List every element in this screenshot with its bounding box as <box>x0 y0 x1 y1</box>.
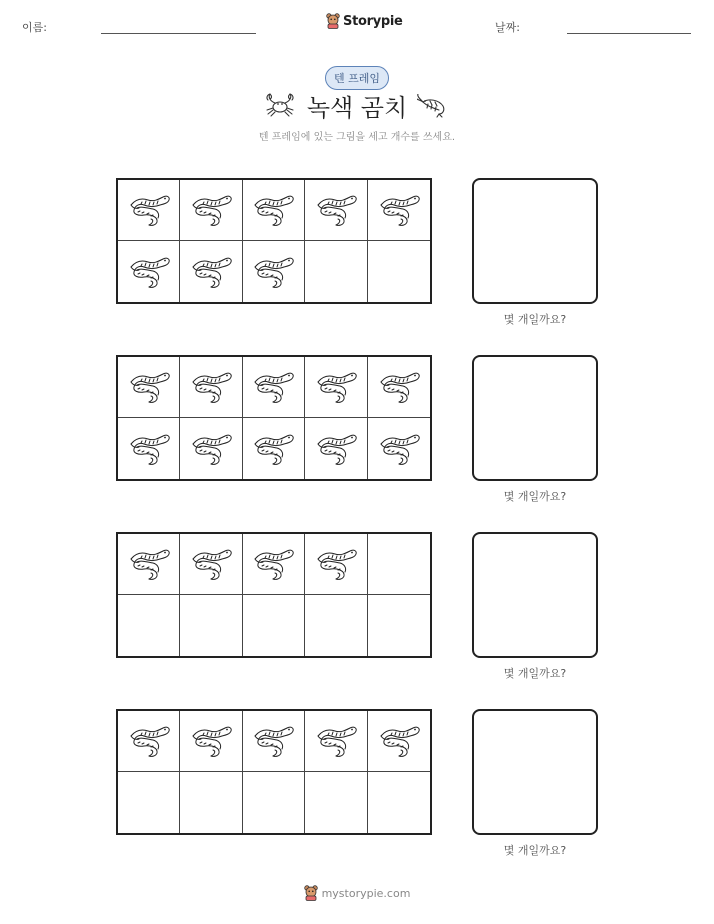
ten-frame-cell <box>180 357 242 418</box>
moray-eel-icon <box>251 254 295 290</box>
moray-eel-icon <box>377 192 421 228</box>
date-line[interactable] <box>567 33 691 34</box>
ten-frame-cell <box>180 241 242 302</box>
ten-frame-cell <box>243 772 305 833</box>
question-label: 몇 개일까요? <box>503 844 567 857</box>
ten-frame-cell <box>305 711 367 772</box>
ten-frame <box>116 532 432 658</box>
name-label: 이름: <box>22 21 47 34</box>
ten-frame-cell <box>180 772 242 833</box>
ten-frame <box>116 178 432 304</box>
ten-frame-cell <box>243 180 305 241</box>
moray-eel-icon <box>189 723 233 759</box>
ten-frame-cell <box>118 241 180 302</box>
ten-frame-cell <box>180 711 242 772</box>
ten-frame-cell <box>118 772 180 833</box>
ten-frame-cell <box>305 772 367 833</box>
moray-eel-icon <box>377 369 421 405</box>
brand-logo <box>326 13 403 29</box>
worksheet-type-badge: 텐 프레임 <box>325 66 389 90</box>
ten-frame-cell <box>118 595 180 656</box>
question-label: 몇 개일까요? <box>503 490 567 503</box>
moray-eel-icon <box>251 192 295 228</box>
answer-box[interactable] <box>472 532 598 658</box>
ten-frame-cell <box>243 241 305 302</box>
ten-frame-cell <box>305 418 367 479</box>
ten-frame-cell <box>305 534 367 595</box>
ten-frame-cell <box>368 711 430 772</box>
name-line[interactable] <box>101 33 256 34</box>
moray-eel-icon <box>314 723 358 759</box>
moray-eel-icon <box>377 431 421 467</box>
page-title: 녹색 곰치 <box>306 94 408 122</box>
moray-eel-icon <box>314 546 358 582</box>
ten-frame-cell <box>180 418 242 479</box>
ten-frame-cell <box>118 180 180 241</box>
shrimp-icon <box>417 94 449 118</box>
moray-eel-icon <box>127 546 171 582</box>
bear-logo-icon <box>304 885 318 901</box>
ten-frame-cell <box>368 180 430 241</box>
answer-box[interactable] <box>472 709 598 835</box>
moray-eel-icon <box>251 431 295 467</box>
footer <box>0 885 714 901</box>
ten-frame-cell <box>368 534 430 595</box>
question-label: 몇 개일까요? <box>503 667 567 680</box>
ten-frame-cell <box>305 595 367 656</box>
moray-eel-icon <box>251 546 295 582</box>
footer-url: mystorypie.com <box>321 886 411 900</box>
ten-frame-cell <box>305 241 367 302</box>
ten-frame-cell <box>118 418 180 479</box>
ten-frame-cell <box>118 711 180 772</box>
moray-eel-icon <box>314 369 358 405</box>
ten-frame-cell <box>368 595 430 656</box>
ten-frame-cell <box>305 180 367 241</box>
moray-eel-icon <box>314 431 358 467</box>
instructions: 텐 프레임에 있는 그림을 세고 개수를 쓰세요. <box>258 132 456 143</box>
ten-frame-cell <box>368 357 430 418</box>
moray-eel-icon <box>377 723 421 759</box>
moray-eel-icon <box>127 431 171 467</box>
moray-eel-icon <box>251 369 295 405</box>
answer-box[interactable] <box>472 355 598 481</box>
ten-frame-cell <box>305 357 367 418</box>
ten-frame-cell <box>180 595 242 656</box>
ten-frame-cell <box>118 534 180 595</box>
ten-frame-cell <box>180 180 242 241</box>
moray-eel-icon <box>189 369 233 405</box>
brand-name: Storypie <box>343 13 403 29</box>
moray-eel-icon <box>127 369 171 405</box>
date-label: 날짜: <box>495 21 520 34</box>
ten-frame-cell <box>243 711 305 772</box>
moray-eel-icon <box>189 254 233 290</box>
moray-eel-icon <box>127 723 171 759</box>
answer-box[interactable] <box>472 178 598 304</box>
moray-eel-icon <box>251 723 295 759</box>
ten-frame-cell <box>118 357 180 418</box>
moray-eel-icon <box>189 431 233 467</box>
ten-frame-cell <box>243 357 305 418</box>
ten-frame <box>116 355 432 481</box>
ten-frame-cell <box>368 241 430 302</box>
moray-eel-icon <box>127 192 171 228</box>
bear-logo-icon <box>326 13 340 29</box>
ten-frame <box>116 709 432 835</box>
ten-frame-cell <box>243 418 305 479</box>
moray-eel-icon <box>314 192 358 228</box>
ten-frame-cell <box>243 534 305 595</box>
moray-eel-icon <box>189 546 233 582</box>
question-label: 몇 개일까요? <box>503 313 567 326</box>
ten-frame-cell <box>368 418 430 479</box>
ten-frame-cell <box>368 772 430 833</box>
ten-frame-cell <box>243 595 305 656</box>
ten-frame-cell <box>180 534 242 595</box>
moray-eel-icon <box>127 254 171 290</box>
moray-eel-icon <box>189 192 233 228</box>
